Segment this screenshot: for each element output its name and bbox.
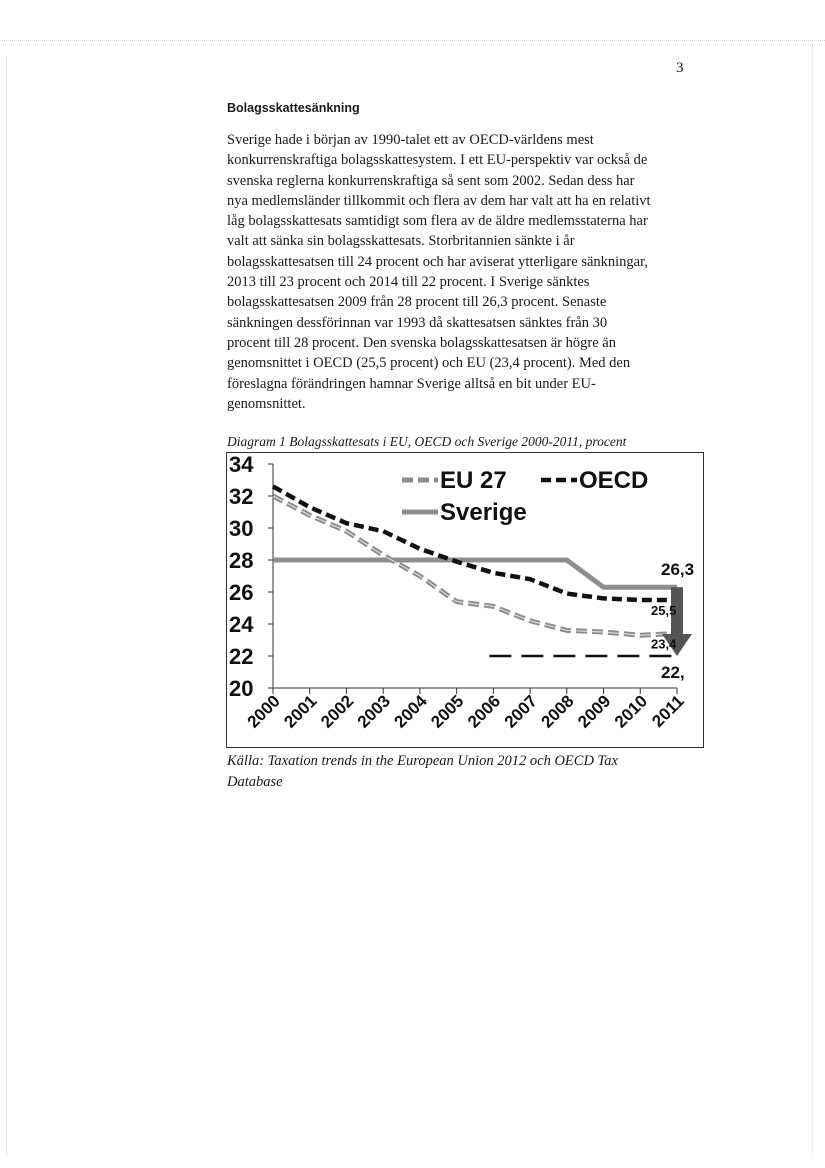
value-annotation: 26,3	[661, 560, 695, 580]
paragraph-line: bolagsskattesatsen 2009 från 28 procent till 26,3 procent. Senaste	[227, 294, 607, 311]
y-tick-label: 30	[229, 516, 254, 541]
x-tick-label: 2007	[500, 691, 541, 732]
page-number: 3	[676, 60, 684, 76]
legend-label: EU 27	[440, 467, 507, 494]
x-tick-label: 2010	[610, 691, 652, 732]
x-tick-label: 2005	[427, 691, 468, 732]
scan-edge-top	[0, 40, 825, 41]
paragraph-line: sänkningen dessförinnan var 1993 då skattesatsen sänktes från 30	[227, 314, 608, 331]
value-annotation: 25,5	[651, 603, 677, 618]
source-note	[227, 751, 618, 792]
paragraph-line: bolagsskattesatsen till 24 procent och har aviserat ytterligare sänkningar,	[227, 253, 648, 270]
scan-edge-left	[6, 56, 7, 1156]
x-tick-label: 2011	[648, 691, 688, 731]
paragraph-line: Sverige hade i början av 1990-talet ett av OECD-världens mest	[227, 132, 594, 148]
paragraph-line: valt att sänka sin bolagsskattesats. Storbritannien sänkte i år	[227, 233, 575, 250]
x-tick-label: 2000	[243, 691, 284, 732]
x-tick-label: 2003	[353, 691, 395, 732]
x-tick-label: 2004	[390, 691, 431, 732]
y-tick-label: 22	[229, 644, 254, 669]
y-tick-label: 32	[229, 484, 254, 509]
scan-edge-right	[812, 44, 813, 1154]
chart-frame	[226, 452, 704, 748]
x-tick-label: 2008	[537, 691, 578, 732]
source-line: Källa: Taxation trends in the European Union 2012 och OECD Tax	[227, 753, 618, 769]
y-tick-label: 20	[229, 676, 254, 701]
y-tick-label: 28	[229, 548, 254, 573]
x-tick-label: 2006	[464, 691, 505, 732]
paragraph-line: konkurrenskraftiga bolagsskattesystem. I ett EU-perspektiv var också de	[227, 152, 648, 169]
x-tick-label: 2001	[280, 691, 321, 732]
paragraph-line: nya medlemsländer tillkommit och flera av dem har valt att ha en relativt	[227, 192, 651, 209]
paragraph-line: procent till 28 procent. Den svenska bolagsskattesatsen är högre än	[227, 334, 616, 351]
paragraph-line: 2013 till 23 procent och 2014 till 22 procent. I Sverige sänktes	[227, 274, 590, 291]
paragraph-line: genomsnittet.	[227, 395, 306, 412]
line-chart	[227, 453, 705, 749]
figure-caption: Diagram 1 Bolagsskattesats i EU, OECD och Sverige 2000-2011, procent	[227, 434, 627, 449]
body-paragraph	[227, 130, 697, 414]
source-line: Database	[227, 773, 283, 790]
y-tick-label: 24	[229, 612, 254, 637]
y-tick-label: 34	[229, 453, 254, 477]
series-line-sverige	[273, 560, 677, 587]
paragraph-line: genomsnittet i OECD (25,5 procent) och EU (23,4 procent). Med den	[227, 355, 631, 372]
section-heading: Bolagsskattesänkning	[227, 101, 360, 115]
value-annotation: 22,	[661, 663, 685, 682]
paragraph-line: föreslagna förändringen hamnar Sverige alltså en bit under EU-	[227, 375, 596, 392]
value-annotation: 23,4	[651, 636, 677, 652]
legend-label: OECD	[579, 467, 649, 494]
x-tick-label: 2009	[574, 691, 615, 732]
y-tick-label: 26	[229, 580, 254, 605]
x-tick-label: 2002	[317, 691, 358, 732]
legend-label: Sverige	[440, 499, 527, 526]
paragraph-line: låg bolagsskattesats samtidigt som flera av de äldre medlemsstaterna har	[227, 213, 648, 230]
paragraph-line: svenska reglerna konkurrenskraftiga så sent som 2002. Sedan dess har	[227, 172, 635, 189]
